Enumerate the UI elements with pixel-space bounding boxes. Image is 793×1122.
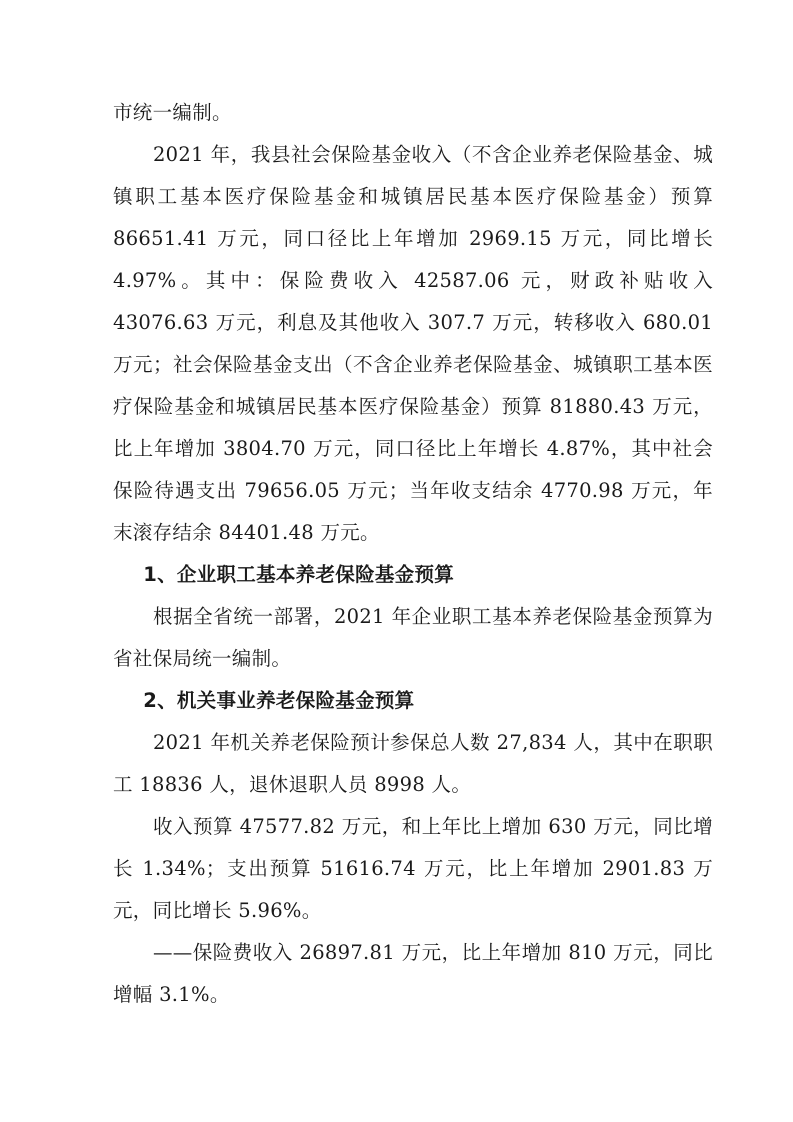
section2-paragraph-budget: 收入预算 47577.82 万元，和上年比上增加 630 万元，同比增长 1.34%；支出预算 51616.74 万元，比上年增加 2901.83 万元，同比增长 5.96%。 [113, 815, 713, 922]
document-body [113, 92, 713, 1016]
section2-paragraph-premium: ——保险费收入 26897.81 万元，比上年增加 810 万元，同比增幅 3.1%。 [113, 941, 713, 1006]
section2-paragraph-participants: 2021 年机关养老保险预计参保总人数 27,834 人，其中在职职工 18836 人，退休退职人员 8998 人。 [113, 731, 713, 796]
section-heading-2: 2、机关事业养老保险基金预算 [143, 689, 415, 712]
section1-paragraph: 根据全省统一部署，2021 年企业职工基本养老保险基金预算为省社保局统一编制。 [113, 605, 713, 670]
paragraph-summary: 2021 年，我县社会保险基金收入（不含企业养老保险基金、城镇职工基本医疗保险基金和城镇居民基本医疗保险基金）预算 86651.41 万元，同口径比上年增加 2969.15 万元，同比增长 4.97%。其中：保险费收入 42587.06 元，财政补贴收入 43076.63 万元，利息及其他收入 307.7 万元，转移收入 680.01 万元；社会保险基金支出（不含企业养老保险基金、城镇职工基本医疗保险基金和城镇居民基本医疗保险基金）预算 81880.43 万元，比上年增加 3804.70 万元，同口径比上年增长 4.87%，其中社会保险待遇支出 79656.05 万元；当年收支结余 4770.98 万元，年末滚存结余 84401.48 万元。 [113, 143, 713, 544]
paragraph-continuation: 市统一编制。 [113, 101, 232, 124]
section-heading-1: 1、企业职工基本养老保险基金预算 [143, 563, 455, 586]
